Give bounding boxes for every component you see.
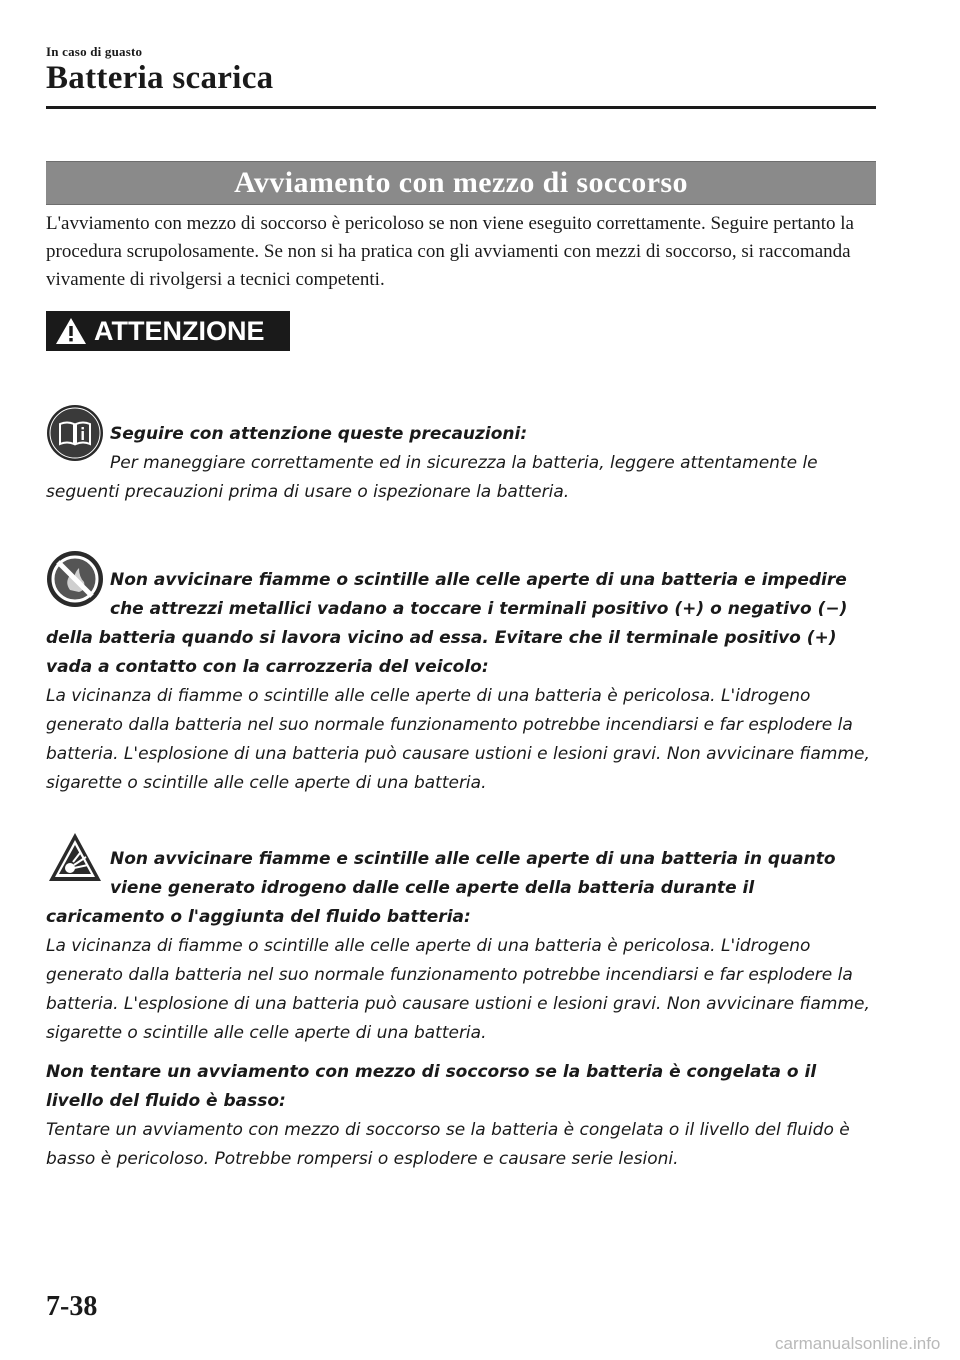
warning-label-text: ATTENZIONE — [94, 316, 265, 346]
intro-paragraph: L'avviamento con mezzo di soccorso è pericoloso se non viene eseguito correttamente. Seguire pertanto la procedura scrupolosamente. Se non si ha pratica con gli avviamenti con mezzi di soccorso, si raccomanda vivamente di rivolgersi a tecnici competenti. — [46, 213, 854, 290]
title-rule — [46, 106, 876, 109]
section-title-band: Avviamento con mezzo di soccorso — [46, 161, 876, 205]
warning-label — [46, 311, 290, 351]
warning-item-body: La vicinanza di fiamme o scintille alle celle aperte di una batteria è pericolosa. L'idrogeno generato dalla batteria nel suo normale funzionamento potrebbe incendiarsi e far esplodere la batteria. L'esplosione di una batteria può causare ustioni e lesioni gravi. Non avvicinare fiamme, sigarette o scintille alle celle aperte di una batteria. — [46, 686, 870, 793]
warning-item-explosion — [46, 845, 876, 1048]
warning-item-heading: Non avvicinare fiamme e scintille alle celle aperte di una batteria in quanto viene generato idrogeno dalle celle aperte della batteria durante il caricamento o l'aggiunta del fluido batteria: — [46, 849, 836, 927]
watermark: carmanualsonline.info — [775, 1334, 941, 1353]
warning-item-no-flame — [46, 566, 876, 798]
warning-triangle-icon — [54, 316, 88, 346]
warning-item-body: Tentare un avviamento con mezzo di soccorso se la batteria è congelata o il livello del fluido è basso è pericoloso. Potrebbe rompersi o esplodere e causare serie lesioni. — [46, 1120, 850, 1169]
warning-item-body: La vicinanza di fiamme o scintille alle celle aperte di una batteria è pericolosa. L'idrogeno generato dalla batteria nel suo normale funzionamento potrebbe incendiarsi e far esplodere la batteria. L'esplosione di una batteria può causare ustioni e lesioni gravi. Non avvicinare fiamme, sigarette o scintille alle celle aperte di una batteria. — [46, 936, 870, 1043]
warning-item-heading: Seguire con attenzione queste precauzioni: — [110, 424, 528, 444]
warning-item-frozen-battery — [46, 1058, 876, 1174]
read-manual-icon — [46, 404, 104, 462]
warning-item-heading: Non tentare un avviamento con mezzo di soccorso se la batteria è congelata o il livello del fluido è basso: — [46, 1062, 817, 1111]
explosion-warning-icon — [46, 829, 104, 887]
no-flame-icon — [46, 550, 104, 608]
page-number: 7-38 — [46, 1291, 98, 1322]
warning-item-read-manual — [46, 420, 876, 507]
chapter-label: In caso di guasto — [46, 44, 143, 59]
warning-item-heading: Non avvicinare fiamme o scintille alle celle aperte di una batteria e impedire che attrezzi metallici vadano a toccare i terminali positivo (+) o negativo (−) della batteria quando si lavora vicino ad essa. Evitare che il terminale positivo (+) vada a contatto con la carrozzeria del veicolo: — [46, 570, 848, 677]
warning-item-body: Per maneggiare correttamente ed in sicurezza la batteria, leggere attentamente le seguenti precauzioni prima di usare o ispezionare la batteria. — [46, 453, 818, 502]
page-title: Batteria scarica — [46, 60, 274, 96]
